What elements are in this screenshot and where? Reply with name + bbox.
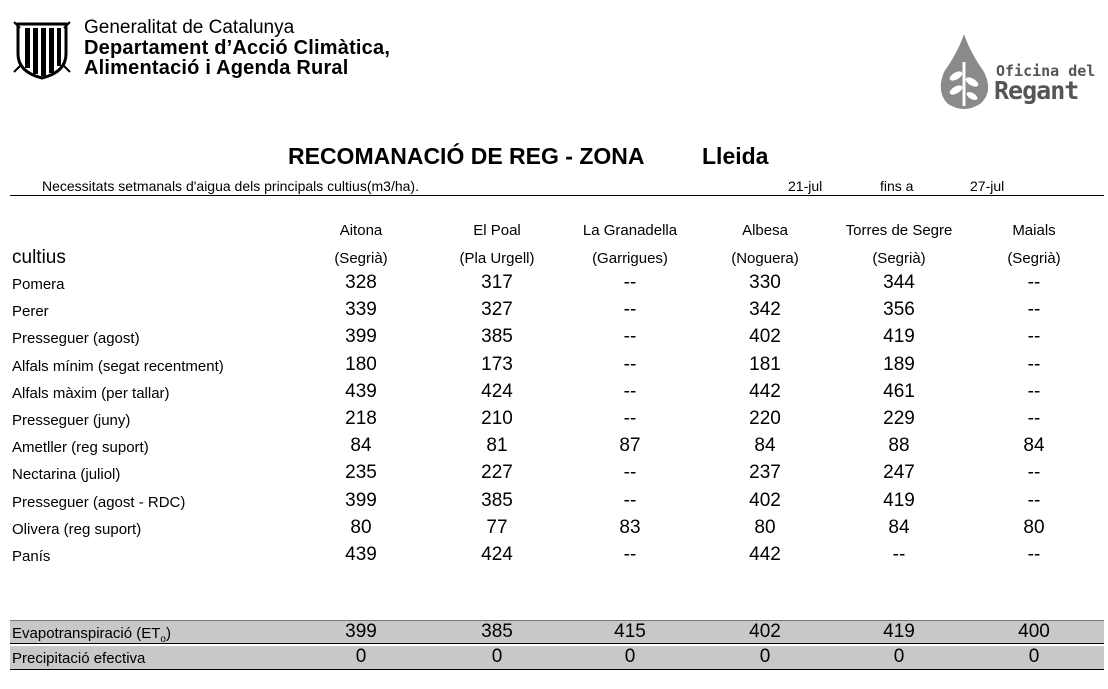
footer-cell: 0 [355,646,367,667]
table-cell: 330 [749,272,781,293]
footer-cell: 0 [624,646,636,667]
org-line-1: Generalitat de Catalunya [84,17,295,38]
station-region-3: (Noguera) [731,250,799,267]
table-cell: 342 [749,299,781,321]
table-row [10,406,1104,433]
station-region-2: (Garrigues) [592,250,668,267]
table-cell: 327 [481,299,513,321]
crop-label: Ametller (reg suport) [12,439,149,457]
footer-cell: 402 [749,621,781,642]
table-cell: 439 [345,544,377,565]
table-row [10,297,1104,324]
table-cell: 189 [883,353,915,375]
station-region-1: (Pla Urgell) [459,250,535,267]
crop-label: Perer [12,303,49,321]
table-cell: 77 [486,516,508,538]
table-cell: -- [623,272,637,293]
table-cell: -- [623,380,637,402]
report-title [288,143,769,170]
table-cell: 424 [481,380,513,402]
generalitat-logo [12,18,72,80]
table-cell: 424 [481,544,513,565]
table-cell: -- [1027,380,1041,402]
report-title-text: RECOMANACIÓ DE REG - ZONA [288,143,645,169]
table-cell: 84 [1023,435,1045,457]
table-cell: 399 [345,326,377,348]
table-cell: 237 [749,462,781,484]
org-line-3: Alimentació i Agenda Rural [84,57,349,79]
crop-label: Alfals mínim (segat recentment) [12,357,224,375]
crop-label: Nectarina (juliol) [12,466,121,484]
date-from: 21-jul [788,178,823,194]
table-cell: 83 [619,516,641,538]
table-cell: 385 [481,326,513,348]
station-name-5: Maials [1012,222,1056,239]
footer-cell: 385 [481,621,513,642]
brand-line-1: Oficina del [996,62,1096,80]
table-cell: 356 [883,299,915,321]
table-cell: -- [623,408,637,429]
station-region-4: (Segrià) [872,250,926,267]
effective-precipitation-row [10,646,1104,670]
table-cell: 227 [481,462,513,484]
footer-cell: 0 [893,646,905,667]
table-cell: 181 [749,353,781,375]
table-cell: -- [1027,299,1041,321]
crop-label: Olivera (reg suport) [12,520,142,538]
table-cell: 344 [883,272,915,293]
table-cell: 173 [481,353,513,375]
date-separator: fins a [880,178,914,194]
crop-label: Presseguer (agost - RDC) [12,493,186,511]
footer-label-end: ) [165,625,171,642]
crop-column-header: cultius [12,247,66,268]
table-cell: 218 [345,408,377,429]
table-cell: -- [623,353,637,375]
table-row [10,270,1104,297]
date-to: 27-jul [970,178,1005,194]
footer-cell: 0 [1028,646,1040,667]
table-cell: -- [1027,326,1041,348]
station-name-2: La Granadella [582,222,678,239]
table-cell: 385 [481,489,513,511]
crop-label: Presseguer (juny) [12,412,131,429]
table-row [10,542,1104,569]
table-cell: 84 [888,516,910,538]
footer-cell: 0 [759,646,771,667]
table-cell: 84 [754,435,776,457]
station-name-4: Torres de Segre [845,222,953,239]
table-cell: 80 [1023,516,1045,538]
table-cell: 87 [619,435,641,457]
table-cell: 317 [481,272,513,293]
report-zone: Lleida [702,143,769,169]
table-row [10,488,1104,515]
crop-label: Pomera [12,276,65,293]
table-cell: 442 [749,380,781,402]
report-subtitle: Necessitats setmanals d'aigua dels principals cultius(m3/ha). [42,178,419,194]
oficina-regant-logo [936,32,1096,112]
table-cell: -- [1027,489,1041,511]
table-row [10,324,1104,351]
table-cell: 80 [754,516,776,538]
footer-label [12,650,145,667]
table-row [10,433,1104,460]
table-cell: -- [1027,353,1041,375]
table-cell: -- [1027,544,1041,565]
crop-label: Alfals màxim (per tallar) [12,384,170,402]
footer-cell: 399 [345,621,377,642]
crop-label: Presseguer (agost) [12,330,140,348]
footer-cell: 419 [883,621,915,642]
evapotranspiration-row [10,620,1104,644]
table-cell: 220 [749,408,781,429]
table-cell: 419 [883,326,915,348]
table-cell: 210 [481,408,513,429]
table-cell: -- [1027,272,1041,293]
table-row [10,379,1104,406]
table-cell: 339 [345,299,377,321]
table-cell: -- [623,544,637,565]
table-cell: 88 [888,435,910,457]
station-name-3: Albesa [742,222,788,239]
table-cell: 439 [345,380,377,402]
table-cell: -- [623,462,637,484]
station-name-1: El Poal [473,222,521,239]
station-region-0: (Segrià) [334,250,388,267]
table-cell: 84 [350,435,372,457]
table-cell: -- [892,544,906,565]
table-cell: -- [623,299,637,321]
table-cell: 328 [345,272,377,293]
footer-label-text: Evapotranspiració (ET [12,625,161,642]
table-cell: -- [1027,462,1041,484]
table-cell: 399 [345,489,377,511]
table-cell: 247 [883,462,915,484]
table-cell: -- [1027,408,1041,429]
table-cell: 80 [350,516,372,538]
table-cell: 81 [486,435,508,457]
table-cell: 235 [345,462,377,484]
station-region-5: (Segrià) [1007,250,1061,267]
footer-label-subscript: o [160,634,166,645]
table-cell: -- [623,326,637,348]
crop-label: Panís [12,548,51,565]
table-cell: -- [623,489,637,511]
table-cell: 229 [883,408,915,429]
generalitat-emblem-icon [12,18,72,80]
brand-line-2: Regant [994,76,1079,105]
table-cell: 419 [883,489,915,511]
table-row [10,515,1104,542]
report-subtitle-bar [10,170,1104,196]
footer-label [12,625,171,645]
table-cell: 461 [883,380,915,402]
table-row [10,352,1104,379]
organization-name [84,18,390,78]
footer-label-text: Precipitació efectiva [12,650,146,667]
org-line-2: Departament d’Acció Climàtica, [84,37,391,59]
table-cell: 442 [749,544,781,565]
station-name-0: Aitona [339,222,383,239]
table-cell: 402 [749,326,781,348]
water-drop-icon [936,32,992,112]
table-cell: 402 [749,489,781,511]
footer-cell: 400 [1018,621,1050,642]
footer-cell: 415 [614,621,646,642]
table-cell: 180 [345,353,377,375]
table-row [10,460,1104,487]
footer-cell: 0 [491,646,503,667]
